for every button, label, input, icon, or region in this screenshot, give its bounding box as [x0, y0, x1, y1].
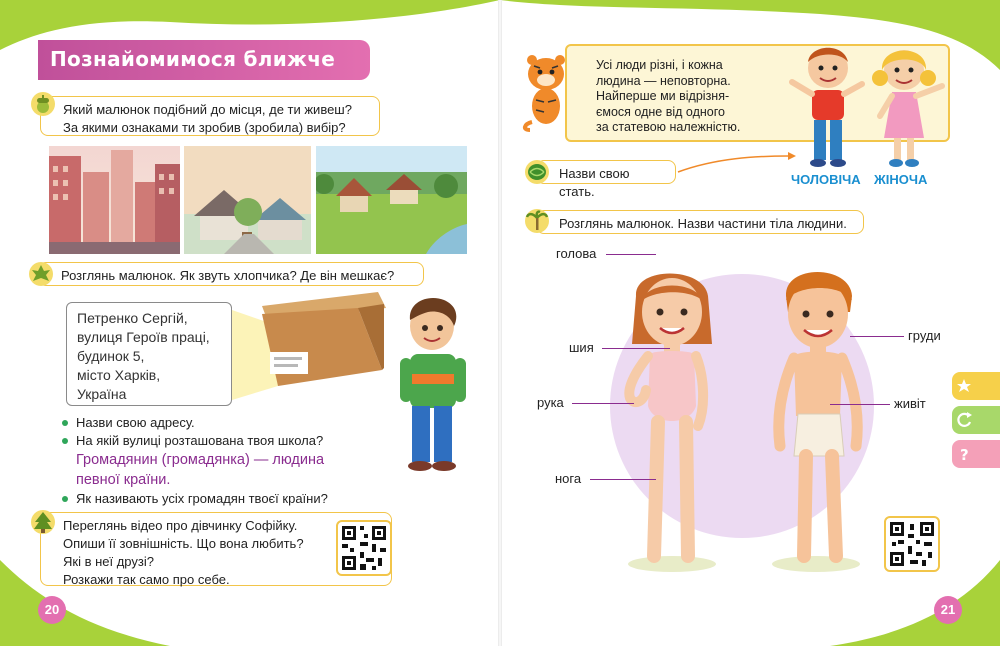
label-neck: шия [569, 340, 594, 355]
leader-line-arm [572, 403, 634, 404]
photo-village [316, 146, 467, 254]
arrow-to-kids [676, 152, 796, 178]
label-arm: рука [537, 395, 564, 410]
address-line: вулиця Героїв праці, [77, 329, 210, 345]
address-line: Петренко Сергій, [77, 310, 188, 326]
qr-code-left[interactable] [336, 520, 392, 576]
palm-icon [524, 208, 550, 234]
task-body-parts [536, 210, 864, 234]
address-line: Україна [77, 386, 127, 402]
leader-line-leg [590, 479, 656, 480]
task-line: Розкажи так само про себе. [63, 572, 230, 587]
address-card [66, 302, 232, 406]
intro-line: людина — неповторна. [596, 73, 731, 88]
intro-text [596, 58, 740, 136]
body-parts-illustration [600, 256, 890, 576]
side-tab-star[interactable] [952, 372, 1000, 400]
task-line: Який малюнок подібний до місця, де ти живеш? [63, 102, 352, 117]
label-belly: живіт [894, 396, 926, 411]
label-leg: нога [555, 471, 582, 486]
task-line: Які в неї друзі? [63, 554, 154, 569]
label-chest: груди [908, 328, 941, 343]
page-number-left: 20 [38, 596, 66, 624]
qr-code-right[interactable] [884, 516, 940, 572]
photo-city [49, 146, 180, 254]
task-line: Розглянь малюнок. Як звуть хлопчика? Де він мешкає? [61, 268, 395, 283]
acorn-icon [30, 91, 56, 117]
address-line: місто Харків, [77, 367, 161, 383]
intro-line: за статевою належністю. [596, 120, 741, 134]
bullet-item: Назви свою адресу. [60, 414, 328, 432]
watermelon-icon [524, 159, 550, 185]
tiger-mascot [522, 52, 570, 132]
label-female: ЖІНОЧА [874, 172, 928, 187]
leaf-icon [28, 261, 54, 287]
svg-text:?: ? [960, 446, 969, 464]
side-tab-question[interactable] [952, 440, 1000, 468]
question-icon [952, 440, 1000, 468]
star-icon [952, 372, 1000, 400]
boy-illustration [398, 296, 468, 472]
leader-line-head [606, 254, 656, 255]
intro-line: Усі люди різні, і кожна [596, 58, 723, 72]
label-head: голова [556, 246, 597, 261]
task-line: Опиши її зовнішність. Що вона любить? [63, 536, 304, 551]
leader-line-neck [602, 348, 670, 349]
intro-line: ємося одне від одного [596, 104, 725, 119]
label-male: ЧОЛОВІЧА [791, 172, 861, 187]
definition-line: певної країни. [76, 472, 171, 488]
boy-and-girl-illustration [788, 42, 948, 170]
page-gutter [498, 0, 502, 646]
bullet-list [60, 414, 328, 508]
page-number-right: 21 [934, 596, 962, 624]
page-title: Познайомимося ближче [50, 47, 336, 71]
side-tab-refresh[interactable] [952, 406, 1000, 434]
photo-suburb [184, 146, 311, 254]
task-name-gender [536, 160, 676, 199]
definition-text [60, 450, 328, 490]
address-line: будинок 5, [77, 348, 145, 364]
leader-line-belly [830, 404, 890, 405]
task-boy-name [38, 262, 424, 286]
bullet-item: Як називають усіх громадян твоєї країни? [60, 490, 328, 508]
tree-icon [30, 509, 56, 535]
task-line: За якими ознаками ти зробив (зробила) вибір? [63, 120, 346, 135]
task-line: Переглянь відео про дівчинку Софійку. [63, 518, 298, 533]
bullet-item: На якій вулиці розташована твоя школа? [60, 432, 328, 450]
task-choose-place [40, 96, 380, 136]
definition-line: Громадянин (громадянка) — людина [76, 452, 325, 468]
parcel-box [228, 290, 388, 400]
task-line: Розглянь малюнок. Назви частини тіла людини. [559, 216, 847, 231]
task-line: Назви свою стать. [559, 166, 630, 199]
refresh-icon [952, 406, 1000, 434]
leader-line-chest [850, 336, 904, 337]
intro-line: Найперше ми відрізня- [596, 89, 730, 103]
